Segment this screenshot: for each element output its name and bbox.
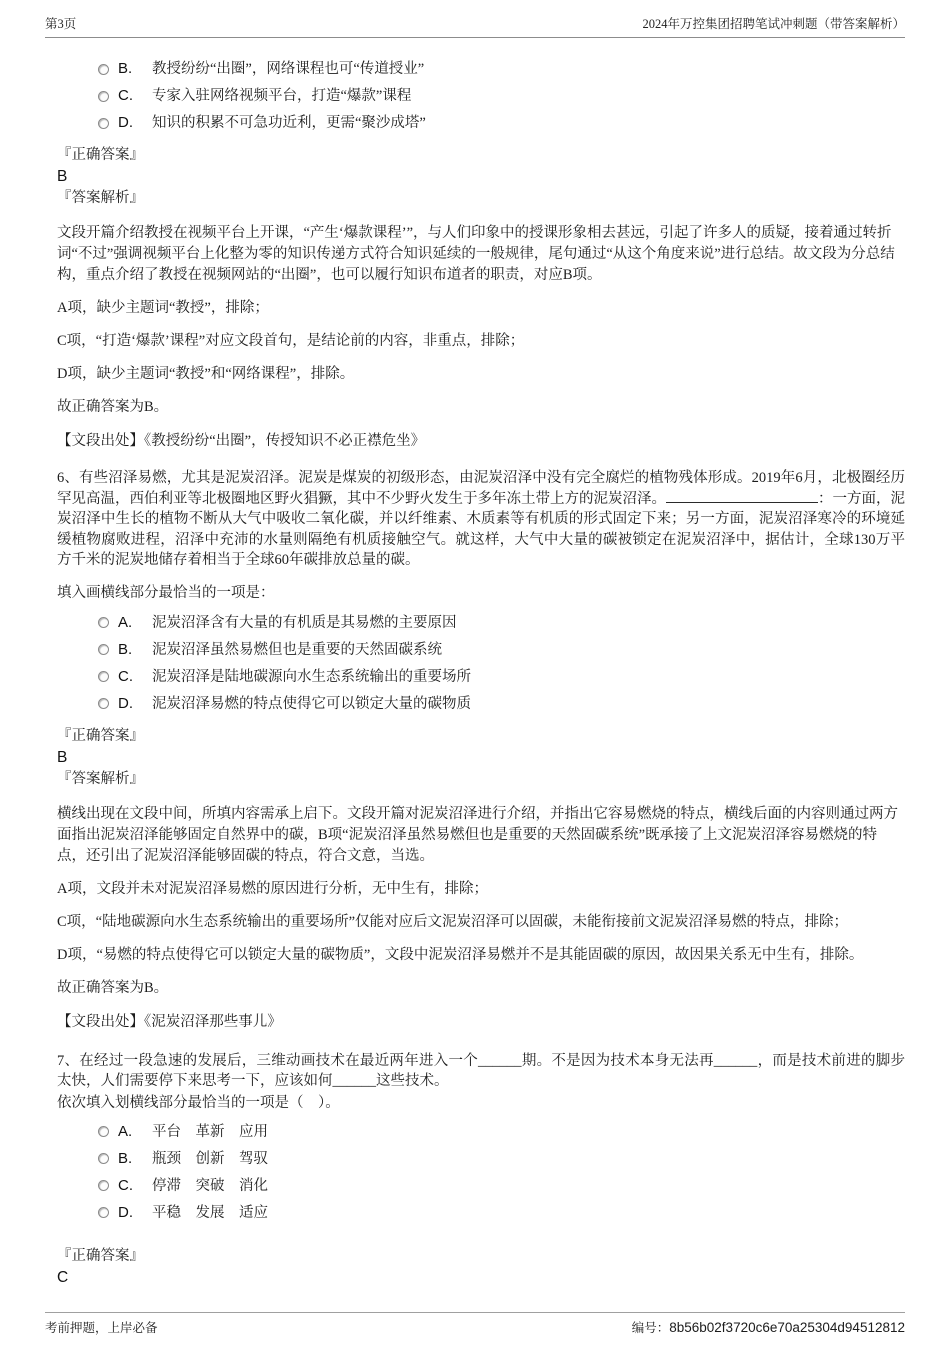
q5-option-c[interactable] [57,87,905,105]
analysis-label: 『答案解析』 [57,770,144,787]
radio-button-icon[interactable] [98,118,109,129]
q5-option-b[interactable] [57,60,905,78]
radio-button-icon[interactable] [98,644,109,655]
radio-button-icon[interactable] [98,698,109,709]
option-text: 瓶颈 创新 驾驭 [152,1150,268,1167]
q6-prompt: 填入画横线部分最恰当的一项是： [57,584,275,601]
option-letter: A. [118,1122,133,1140]
option-text: 泥炭沼泽含有大量的有机质是其易燃的主要原因 [152,614,457,631]
option-text: 停滞 突破 消化 [152,1177,268,1194]
option-text: 平稳 发展 适应 [152,1204,268,1221]
q7-option-d[interactable] [57,1204,905,1222]
radio-button-icon[interactable] [98,91,109,102]
option-letter: C. [118,87,133,104]
option-text: 专家入驻网络视频平台，打造“爆款”课程 [152,88,412,104]
q6-stem-after: ：一方面，泥炭沼泽中生长的植物不断从大气中吸收二氧化碳，并以纤维素、木质素等有机质的形式固定下来；另一方面，泥炭沼泽寒冷的环境延缓植物腐败进程，沼泽中充沛的水量则隔绝有机质接触空气。就这样，大气中大量的碳被锁定在泥炭沼泽中，据估计，全球130万平方千米的泥炭地储存着相当于全球60年碳排放总量的碳。 [57,490,905,568]
q5-analysis-option-d: D项，缺少主题词“教授”和“网络课程”，排除。 [57,366,355,382]
q7-stem: 7、在经过一段急速的发展后，三维动画技术在最近两年进入一个______期。不是因为技术本身无法再______，而是技术前进的脚步太快，人们需要停下来思考一下，应该如何______这些技术。 [57,1052,905,1089]
q6-analysis-option-d: D项，“易燃的特点使得它可以锁定大量的碳物质”，文段中泥炭沼泽易燃并不是其能固碳的原因，故因果关系无中生有，排除。 [57,946,864,963]
page-header [45,14,905,38]
page-number: 第3页 [45,17,77,31]
q6-source-reference: 【文段出处】《泥炭沼泽那些事儿》 [57,1013,282,1030]
radio-button-icon[interactable] [98,1153,109,1164]
option-letter: D. [118,694,133,712]
analysis-label: 『答案解析』 [57,190,144,206]
radio-button-icon[interactable] [98,671,109,682]
correct-answer-label: 『正确答案』 [57,1247,144,1264]
footer-serial [632,1318,905,1336]
q7-answer-block [57,1245,905,1288]
correct-answer-label: 『正确答案』 [57,147,144,163]
option-letter: B. [118,1149,133,1167]
radio-button-icon[interactable] [98,617,109,628]
q5-options [57,60,905,132]
radio-button-icon[interactable] [98,1126,109,1137]
q7-correct-answer: C [57,1268,69,1286]
correct-answer-label: 『正确答案』 [57,727,144,744]
page-content [45,38,905,1288]
option-letter: C. [118,1176,133,1194]
q6-stem [57,468,905,571]
q5-source-reference: 【文段出处】《教授纷纷“出圈”，传授知识不必正襟危坐》 [57,433,426,449]
q5-analysis-option-c: C项，“打造‘爆款’课程”对应文段首句，是结论前的内容，非重点，排除； [57,333,525,349]
option-text: 泥炭沼泽易燃的特点使得它可以锁定大量的碳物质 [152,695,471,712]
q6-conclusion: 故正确答案为B。 [57,979,169,996]
q7-option-a[interactable] [57,1123,905,1141]
q7-options [57,1123,905,1222]
option-letter: B. [118,60,133,77]
q6-stem-before: 6、有些沼泽易燃，尤其是泥炭沼泽。泥炭是煤炭的初级形态，由泥炭沼泽中没有完全腐烂的植物残体形成。2019年6月，北极圈经历罕见高温，西伯利亚等北极圈地区野火猖獗，其中不少野火发生于多年冻土带上方的泥炭沼泽。 [57,470,905,507]
q6-correct-answer: B [57,748,68,766]
q6-answer-block [57,725,905,790]
q5-option-d[interactable] [57,114,905,132]
q6-option-b[interactable] [57,641,905,659]
q7-prompt: 依次填入划横线部分最恰当的一项是（ ）。 [57,1094,340,1111]
radio-button-icon[interactable] [98,1180,109,1191]
document-title: 2024年万控集团招聘笔试冲刺题（带答案解析） [642,17,905,31]
q5-conclusion: 故正确答案为B。 [57,399,169,415]
footer-divider [45,1312,905,1313]
q6-options [57,614,905,713]
option-text: 泥炭沼泽是陆地碳源向水生态系统输出的重要场所 [152,668,471,685]
q5-correct-answer: B [57,168,68,185]
option-letter: B. [118,640,133,658]
page-footer [45,1312,905,1336]
q6-option-c[interactable] [57,668,905,686]
blank-underline [666,499,818,503]
radio-button-icon[interactable] [98,1207,109,1218]
option-text: 平台 革新 应用 [152,1123,268,1140]
q6-analysis-paragraph: 横线出现在文段中间，所填内容需承上启下。文段开篇对泥炭沼泽进行介绍，并指出它容易燃烧的特点，横线后面的内容则通过两方面指出泥炭沼泽能够固定自然界中的碳，B项“泥炭沼泽虽然易燃但也是重要的天然固碳系统”既承接了上文泥炭沼泽容易燃烧的特点，还引出了泥炭沼泽能够固碳的特点，符合文意，当选。 [57,805,898,864]
option-text: 泥炭沼泽虽然易燃但也是重要的天然固碳系统 [152,641,442,658]
option-letter: D. [118,114,133,131]
q6-option-d[interactable] [57,695,905,713]
q6-option-a[interactable] [57,614,905,632]
serial-label: 编号： [631,1321,670,1335]
option-letter: C. [118,667,133,685]
radio-button-icon[interactable] [98,64,109,75]
q5-analysis-option-a: A项，缺少主题词“教授”，排除； [57,300,269,316]
q6-analysis-option-c: C项，“陆地碳源向水生态系统输出的重要场所”仅能对应后文泥炭沼泽可以固碳，未能衔接前文泥炭沼泽易燃的特点，排除； [57,913,849,930]
q6-analysis-option-a: A项，文段并未对泥炭沼泽易燃的原因进行分析，无中生有，排除； [57,880,488,897]
option-letter: D. [118,1203,133,1221]
option-text: 教授纷纷“出圈”，网络课程也可“传道授业” [152,61,425,77]
serial-number: 8b56b02f3720c6e70a25304d94512812 [669,1320,905,1335]
q7-option-b[interactable] [57,1150,905,1168]
option-text: 知识的积累不可急功近利，更需“聚沙成塔” [152,115,426,131]
q5-analysis-paragraph: 文段开篇介绍教授在视频平台上开课，“产生‘爆款课程’”，与人们印象中的授课形象相去甚远，引起了许多人的质疑，接着通过转折词“不过”强调视频平台上化整为零的知识传递方式符合知识延续的一般规律，尾句通过“从这个角度来说”进行总结。故文段为分总结构，重点介绍了教授在视频网站的“出圈”，也可以履行知识布道者的职责，对应B项。 [57,225,895,283]
footer-slogan: 考前押题，上岸必备 [45,1321,158,1335]
q5-answer-block [57,144,905,209]
option-letter: A. [118,613,133,631]
q7-option-c[interactable] [57,1177,905,1195]
